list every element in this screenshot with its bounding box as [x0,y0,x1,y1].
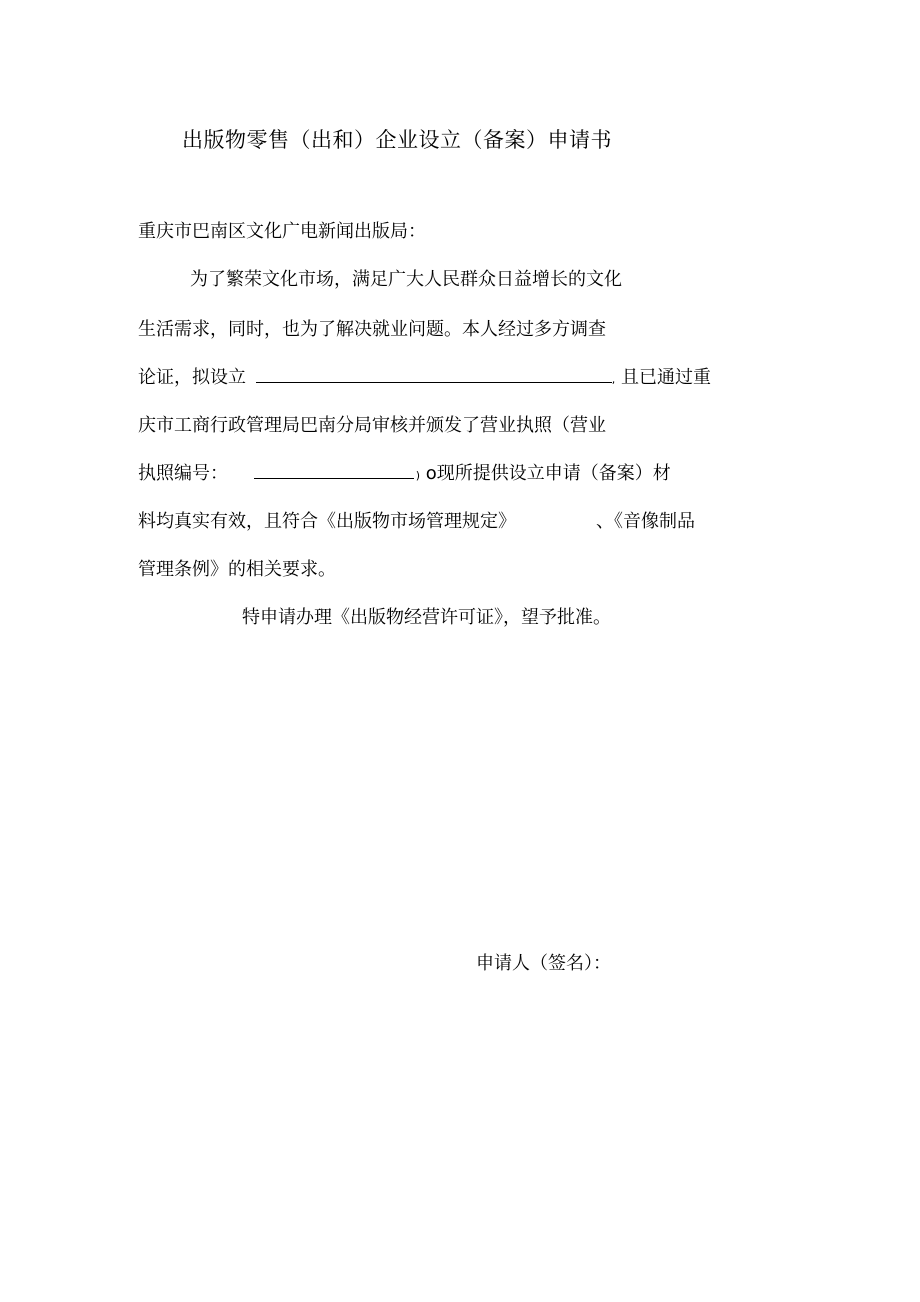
body-line-6-start: 料均真实有效，且符合《出版物市场管理规定》 [138,511,516,532]
body-line-6 [138,510,695,534]
body-line-4: 庆市工商行政管理局巴南分局审核并颁发了营业执照（营业 [138,415,606,436]
document-title: 出版物零售（出和）企业设立（备案）申请书 [182,128,612,152]
addressee: 重庆市巴南区文化广电新闻出版局： [138,221,426,242]
body-line-3 [138,366,711,392]
body-line-3-start: 论证，拟设立 [138,367,246,388]
body-line-6-end: 、《音像制品 [596,511,695,532]
license-number-blank[interactable] [254,462,414,479]
license-number-label: 执照编号： [138,463,228,484]
establishment-name-blank[interactable] [256,366,612,383]
body-line-3-end: 且已通过重 [620,367,711,388]
signature-label: 申请人（签名）： [476,953,611,974]
body-line-5-end: o现所提供设立申请（备案）材 [425,463,671,484]
body-line-5 [138,462,671,488]
body-line-7: 管理条例》的相关要求。 [138,559,336,580]
request-line: 特申请办理《出版物经营许可证》，望予批准。 [242,607,611,628]
license-number-close-paren: ) [415,469,421,482]
body-line-3-comma: , [611,373,616,386]
body-line-2: 生活需求，同时，也为了解决就业问题。本人经过多方调查 [138,319,606,340]
body-line-1: 为了繁荣文化市场，满足广大人民群众日益增长的文化 [190,269,622,290]
